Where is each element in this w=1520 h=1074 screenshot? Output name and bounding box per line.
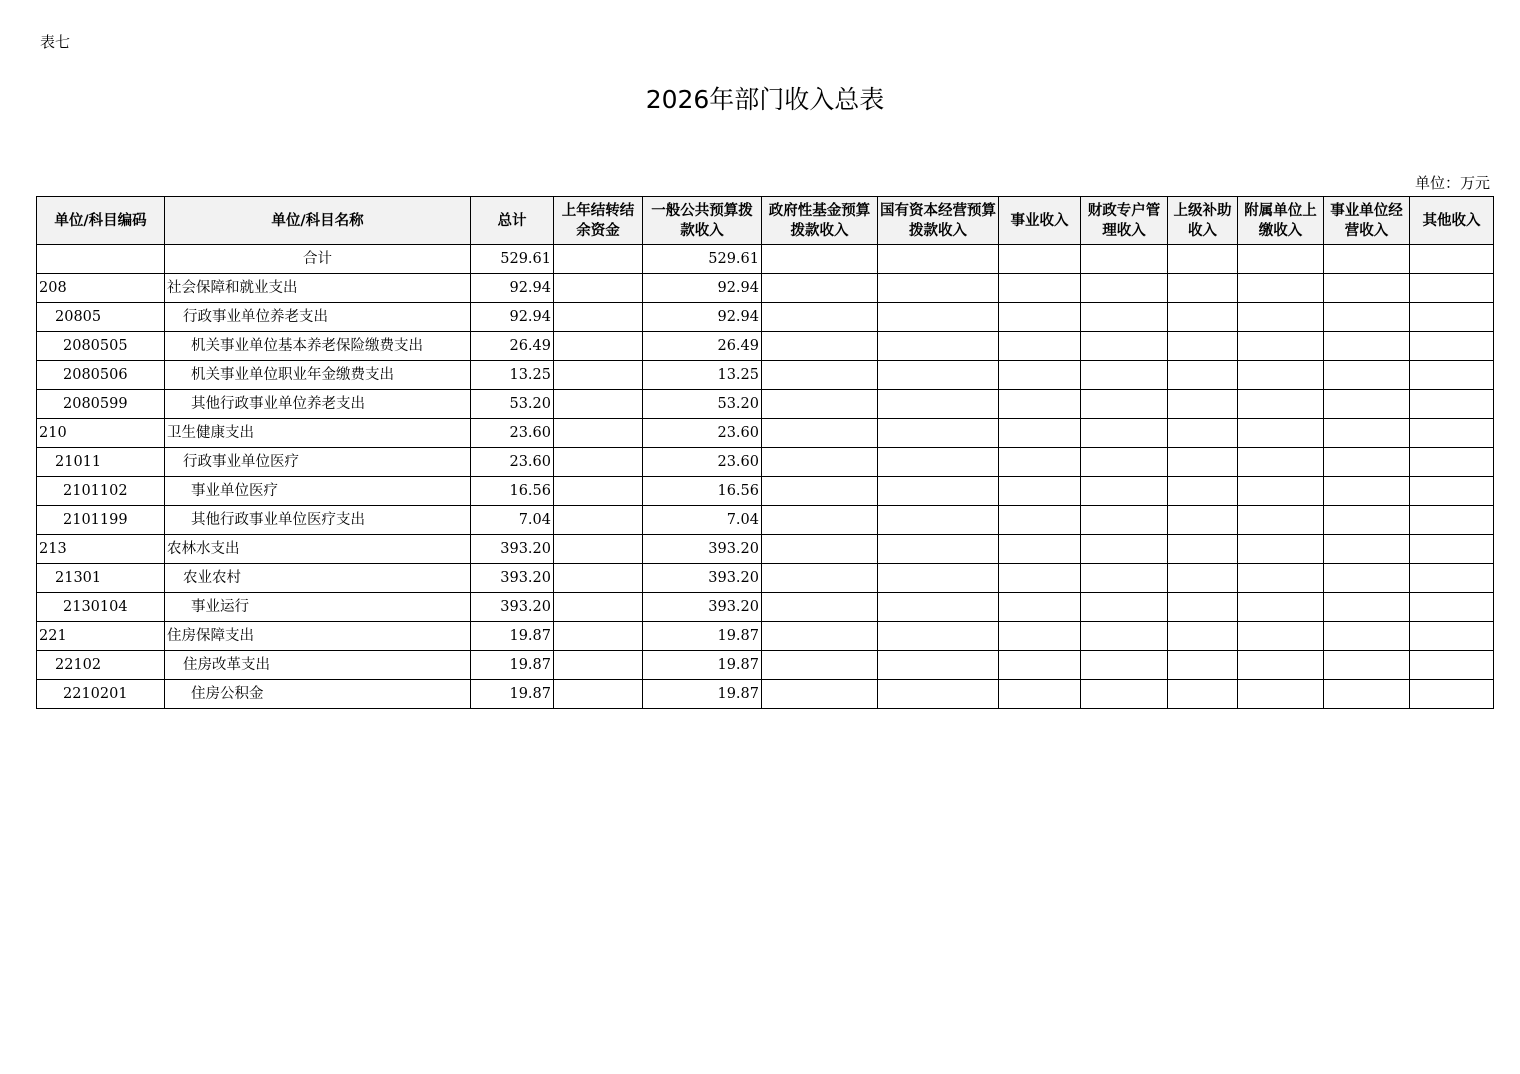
empty-cell <box>1324 245 1410 274</box>
empty-cell <box>1238 332 1324 361</box>
empty-cell <box>1324 448 1410 477</box>
empty-cell <box>1238 535 1324 564</box>
table-row <box>37 361 1494 390</box>
empty-cell <box>1324 332 1410 361</box>
empty-cell <box>1168 477 1238 506</box>
code-cell: 2080505 <box>37 332 165 361</box>
header-cell: 财政专户管理收入 <box>1081 197 1168 245</box>
empty-cell <box>999 680 1081 709</box>
code-cell: 210 <box>37 419 165 448</box>
name-cell: 农林水支出 <box>165 535 471 564</box>
general-budget-cell: 393.20 <box>643 593 762 622</box>
empty-cell <box>1238 245 1324 274</box>
total-cell: 19.87 <box>471 622 554 651</box>
empty-cell <box>1324 506 1410 535</box>
general-budget-cell: 26.49 <box>643 332 762 361</box>
table-row <box>37 680 1494 709</box>
header-cell: 单位/科目名称 <box>165 197 471 245</box>
income-summary-table <box>36 196 1494 709</box>
empty-cell <box>1238 680 1324 709</box>
empty-cell <box>1081 651 1168 680</box>
empty-cell <box>1410 390 1494 419</box>
empty-cell <box>1081 593 1168 622</box>
empty-cell <box>999 506 1081 535</box>
empty-cell <box>1324 477 1410 506</box>
empty-cell <box>762 535 878 564</box>
empty-cell <box>1410 564 1494 593</box>
empty-cell <box>1168 593 1238 622</box>
empty-cell <box>1081 361 1168 390</box>
empty-cell <box>1238 390 1324 419</box>
empty-cell <box>1081 390 1168 419</box>
empty-cell <box>762 419 878 448</box>
empty-cell <box>1410 506 1494 535</box>
code-cell: 221 <box>37 622 165 651</box>
empty-cell <box>554 593 643 622</box>
name-cell: 农业农村 <box>165 564 471 593</box>
empty-cell <box>1168 245 1238 274</box>
empty-cell <box>554 332 643 361</box>
total-cell: 26.49 <box>471 332 554 361</box>
empty-cell <box>1081 448 1168 477</box>
empty-cell <box>878 593 999 622</box>
empty-cell <box>999 332 1081 361</box>
empty-cell <box>554 535 643 564</box>
empty-cell <box>878 680 999 709</box>
header-cell: 附属单位上缴收入 <box>1238 197 1324 245</box>
empty-cell <box>1168 564 1238 593</box>
empty-cell <box>1410 477 1494 506</box>
code-cell: 21301 <box>37 564 165 593</box>
total-cell: 53.20 <box>471 390 554 419</box>
empty-cell <box>1168 303 1238 332</box>
empty-cell <box>999 390 1081 419</box>
header-cell: 国有资本经营预算拨款收入 <box>878 197 999 245</box>
total-cell: 19.87 <box>471 680 554 709</box>
empty-cell <box>878 448 999 477</box>
empty-cell <box>1081 274 1168 303</box>
empty-cell <box>554 448 643 477</box>
empty-cell <box>878 274 999 303</box>
general-budget-cell: 23.60 <box>643 419 762 448</box>
empty-cell <box>878 651 999 680</box>
empty-cell <box>1410 448 1494 477</box>
code-cell: 2101199 <box>37 506 165 535</box>
empty-cell <box>1168 622 1238 651</box>
table-row <box>37 535 1494 564</box>
empty-cell <box>1168 651 1238 680</box>
general-budget-cell: 19.87 <box>643 622 762 651</box>
name-cell: 合计 <box>165 245 471 274</box>
empty-cell <box>554 245 643 274</box>
empty-cell <box>1238 477 1324 506</box>
total-cell: 393.20 <box>471 535 554 564</box>
empty-cell <box>1081 245 1168 274</box>
empty-cell <box>1324 274 1410 303</box>
empty-cell <box>1168 448 1238 477</box>
name-cell: 机关事业单位基本养老保险缴费支出 <box>165 332 471 361</box>
table-row <box>37 274 1494 303</box>
general-budget-cell: 19.87 <box>643 651 762 680</box>
total-cell: 16.56 <box>471 477 554 506</box>
header-cell: 事业单位经营收入 <box>1324 197 1410 245</box>
header-row <box>37 197 1494 245</box>
general-budget-cell: 393.20 <box>643 535 762 564</box>
empty-cell <box>762 593 878 622</box>
empty-cell <box>999 245 1081 274</box>
empty-cell <box>1324 419 1410 448</box>
empty-cell <box>554 564 643 593</box>
total-cell: 393.20 <box>471 593 554 622</box>
table-row <box>37 564 1494 593</box>
empty-cell <box>554 419 643 448</box>
empty-cell <box>1081 680 1168 709</box>
empty-cell <box>999 303 1081 332</box>
code-cell: 2130104 <box>37 593 165 622</box>
empty-cell <box>878 390 999 419</box>
empty-cell <box>878 477 999 506</box>
empty-cell <box>1238 274 1324 303</box>
header-cell: 上级补助收入 <box>1168 197 1238 245</box>
empty-cell <box>1081 535 1168 564</box>
empty-cell <box>999 274 1081 303</box>
empty-cell <box>554 274 643 303</box>
empty-cell <box>1238 564 1324 593</box>
general-budget-cell: 23.60 <box>643 448 762 477</box>
empty-cell <box>1238 303 1324 332</box>
empty-cell <box>878 506 999 535</box>
page-title: 2026年部门收入总表 <box>645 85 885 114</box>
empty-cell <box>762 332 878 361</box>
general-budget-cell: 16.56 <box>643 477 762 506</box>
code-cell: 22102 <box>37 651 165 680</box>
total-cell: 92.94 <box>471 303 554 332</box>
empty-cell <box>1238 506 1324 535</box>
general-budget-cell: 7.04 <box>643 506 762 535</box>
header-cell: 单位/科目编码 <box>37 197 165 245</box>
total-cell: 23.60 <box>471 448 554 477</box>
header-cell: 其他收入 <box>1410 197 1494 245</box>
name-cell: 卫生健康支出 <box>165 419 471 448</box>
empty-cell <box>1410 651 1494 680</box>
table-row <box>37 332 1494 361</box>
table-row <box>37 419 1494 448</box>
empty-cell <box>1081 303 1168 332</box>
empty-cell <box>878 332 999 361</box>
empty-cell <box>762 274 878 303</box>
empty-cell <box>1324 535 1410 564</box>
general-budget-cell: 393.20 <box>643 564 762 593</box>
general-budget-cell: 53.20 <box>643 390 762 419</box>
name-cell: 行政事业单位养老支出 <box>165 303 471 332</box>
empty-cell <box>1081 477 1168 506</box>
table-label: 表七 <box>40 33 71 51</box>
empty-cell <box>554 477 643 506</box>
name-cell: 其他行政事业单位养老支出 <box>165 390 471 419</box>
code-cell: 2080506 <box>37 361 165 390</box>
empty-cell <box>999 564 1081 593</box>
empty-cell <box>1410 361 1494 390</box>
empty-cell <box>1324 680 1410 709</box>
empty-cell <box>878 361 999 390</box>
header-cell: 总计 <box>471 197 554 245</box>
empty-cell <box>1238 419 1324 448</box>
name-cell: 事业单位医疗 <box>165 477 471 506</box>
empty-cell <box>1238 448 1324 477</box>
empty-cell <box>1168 390 1238 419</box>
total-row <box>37 245 1494 274</box>
empty-cell <box>1410 622 1494 651</box>
total-cell: 92.94 <box>471 274 554 303</box>
empty-cell <box>999 419 1081 448</box>
empty-cell <box>762 245 878 274</box>
name-cell: 住房改革支出 <box>165 651 471 680</box>
empty-cell <box>999 535 1081 564</box>
total-cell: 23.60 <box>471 419 554 448</box>
empty-cell <box>1410 535 1494 564</box>
code-cell: 208 <box>37 274 165 303</box>
empty-cell <box>762 506 878 535</box>
empty-cell <box>554 390 643 419</box>
empty-cell <box>554 680 643 709</box>
empty-cell <box>762 680 878 709</box>
empty-cell <box>1410 680 1494 709</box>
empty-cell <box>554 651 643 680</box>
name-cell: 其他行政事业单位医疗支出 <box>165 506 471 535</box>
empty-cell <box>762 390 878 419</box>
general-budget-cell: 92.94 <box>643 274 762 303</box>
empty-cell <box>1238 651 1324 680</box>
empty-cell <box>878 245 999 274</box>
empty-cell <box>1168 506 1238 535</box>
empty-cell <box>1168 361 1238 390</box>
table-row <box>37 593 1494 622</box>
general-budget-cell: 92.94 <box>643 303 762 332</box>
empty-cell <box>1238 361 1324 390</box>
empty-cell <box>1081 506 1168 535</box>
empty-cell <box>999 477 1081 506</box>
empty-cell <box>999 651 1081 680</box>
code-cell: 2101102 <box>37 477 165 506</box>
empty-cell <box>554 506 643 535</box>
total-cell: 393.20 <box>471 564 554 593</box>
general-budget-cell: 13.25 <box>643 361 762 390</box>
name-cell: 住房公积金 <box>165 680 471 709</box>
general-budget-cell: 19.87 <box>643 680 762 709</box>
total-cell: 529.61 <box>471 245 554 274</box>
empty-cell <box>762 564 878 593</box>
empty-cell <box>878 303 999 332</box>
unit-note: 单位：万元 <box>1414 174 1490 192</box>
total-cell: 7.04 <box>471 506 554 535</box>
table-row <box>37 390 1494 419</box>
table-row <box>37 651 1494 680</box>
header-cell: 事业收入 <box>999 197 1081 245</box>
empty-cell <box>1324 651 1410 680</box>
empty-cell <box>762 303 878 332</box>
empty-cell <box>554 303 643 332</box>
empty-cell <box>762 448 878 477</box>
empty-cell <box>999 361 1081 390</box>
empty-cell <box>554 622 643 651</box>
empty-cell <box>999 622 1081 651</box>
empty-cell <box>762 361 878 390</box>
code-cell: 2080599 <box>37 390 165 419</box>
empty-cell <box>1324 361 1410 390</box>
table-row <box>37 622 1494 651</box>
empty-cell <box>878 419 999 448</box>
empty-cell <box>1324 564 1410 593</box>
empty-cell <box>1410 419 1494 448</box>
code-cell: 2210201 <box>37 680 165 709</box>
empty-cell <box>762 622 878 651</box>
empty-cell <box>1324 303 1410 332</box>
empty-cell <box>1410 245 1494 274</box>
empty-cell <box>1168 332 1238 361</box>
empty-cell <box>1410 274 1494 303</box>
header-cell: 政府性基金预算拨款收入 <box>762 197 878 245</box>
empty-cell <box>1324 390 1410 419</box>
table-row <box>37 477 1494 506</box>
empty-cell <box>554 361 643 390</box>
header-cell: 一般公共预算拨款收入 <box>643 197 762 245</box>
code-cell: 213 <box>37 535 165 564</box>
code-cell: 20805 <box>37 303 165 332</box>
total-cell: 19.87 <box>471 651 554 680</box>
table-row <box>37 448 1494 477</box>
empty-cell <box>1168 274 1238 303</box>
empty-cell <box>1081 564 1168 593</box>
table-row <box>37 506 1494 535</box>
empty-cell <box>1410 303 1494 332</box>
empty-cell <box>1410 332 1494 361</box>
empty-cell <box>1410 593 1494 622</box>
code-cell: 21011 <box>37 448 165 477</box>
name-cell: 行政事业单位医疗 <box>165 448 471 477</box>
empty-cell <box>878 622 999 651</box>
empty-cell <box>762 477 878 506</box>
empty-cell <box>999 593 1081 622</box>
empty-cell <box>878 564 999 593</box>
table-row <box>37 303 1494 332</box>
empty-cell <box>878 535 999 564</box>
empty-cell <box>1081 419 1168 448</box>
empty-cell <box>1324 622 1410 651</box>
empty-cell <box>1238 593 1324 622</box>
name-cell: 机关事业单位职业年金缴费支出 <box>165 361 471 390</box>
empty-cell <box>1324 593 1410 622</box>
total-cell: 13.25 <box>471 361 554 390</box>
empty-cell <box>1168 419 1238 448</box>
general-budget-cell: 529.61 <box>643 245 762 274</box>
code-cell <box>37 245 165 274</box>
empty-cell <box>1081 332 1168 361</box>
empty-cell <box>762 651 878 680</box>
empty-cell <box>999 448 1081 477</box>
empty-cell <box>1238 622 1324 651</box>
header-cell: 上年结转结余资金 <box>554 197 643 245</box>
empty-cell <box>1081 622 1168 651</box>
empty-cell <box>1168 680 1238 709</box>
name-cell: 住房保障支出 <box>165 622 471 651</box>
empty-cell <box>1168 535 1238 564</box>
name-cell: 社会保障和就业支出 <box>165 274 471 303</box>
name-cell: 事业运行 <box>165 593 471 622</box>
